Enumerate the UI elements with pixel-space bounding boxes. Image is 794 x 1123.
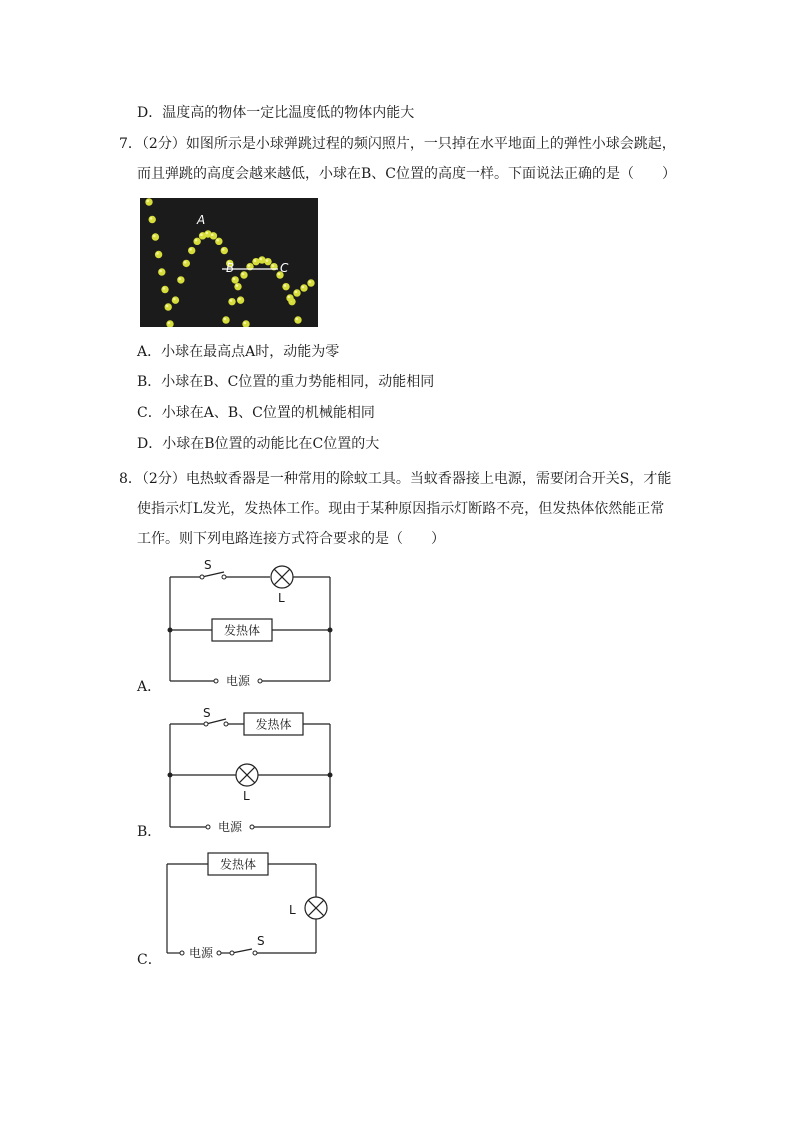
ball-highlight-29: [266, 259, 269, 262]
circuit-b-diagram: [160, 705, 340, 835]
ball-34: [294, 316, 301, 323]
ball-19: [231, 276, 238, 283]
ball-36: [293, 289, 300, 296]
ball-4: [158, 268, 165, 275]
ball-highlight-26: [248, 264, 251, 267]
ball-8: [172, 296, 179, 303]
ball-highlight-37: [302, 286, 305, 289]
ball-highlight-9: [178, 278, 181, 281]
label-c: C: [280, 261, 289, 275]
q7-stem-line2: 而且弹跳的高度会越来越低，小球在B、C位置的高度一样。下面说法正确的是（ ）: [137, 166, 676, 182]
ball-16: [215, 238, 222, 245]
ball-highlight-1: [150, 217, 153, 220]
ball-17: [221, 247, 228, 254]
switch-label: S: [257, 934, 265, 948]
ball-highlight-20: [238, 298, 241, 301]
ball-highlight-35: [288, 296, 291, 299]
ball-22: [222, 316, 229, 323]
circuit-a-diagram: [160, 560, 340, 690]
ball-25: [240, 271, 247, 278]
lamp-label: L: [289, 903, 296, 917]
ball-12: [193, 238, 200, 245]
ball-highlight-32: [284, 284, 287, 287]
source-label: 电源: [217, 820, 243, 834]
ball-38: [307, 279, 314, 286]
switch-label: S: [204, 560, 212, 572]
ball-highlight-13: [200, 233, 203, 236]
switch-blade: [202, 572, 224, 577]
ball-highlight-5: [163, 287, 166, 290]
ball-highlight-28: [260, 258, 263, 261]
ball-highlight-27: [254, 259, 257, 262]
label-a: A: [197, 213, 206, 227]
circuit-c-diagram: [160, 848, 335, 968]
label-b: B: [226, 261, 235, 275]
ball-highlight-21: [244, 322, 247, 325]
ball-highlight-2: [153, 235, 156, 238]
ball-highlight-4: [159, 270, 162, 273]
ball-highlight-12: [195, 239, 198, 242]
lamp-label: L: [243, 789, 250, 803]
ball-highlight-6: [166, 305, 169, 308]
ball-10: [183, 260, 190, 267]
ball-highlight-24: [236, 284, 239, 287]
q7-option-b: B．小球在B、C位置的重力势能相同，动能相同: [137, 374, 435, 390]
ball-29: [264, 258, 271, 265]
ball-highlight-8: [173, 298, 176, 301]
source-label: 电源: [188, 946, 214, 960]
ball-highlight-25: [242, 273, 245, 276]
ball-37: [300, 284, 307, 291]
ball-20: [237, 296, 244, 303]
ball-24: [234, 283, 241, 290]
heater-label: 发热体: [219, 857, 257, 872]
ball-highlight-10: [184, 261, 187, 264]
ball-highlight-14: [206, 232, 209, 235]
ball-23: [228, 298, 235, 305]
ball-highlight-34: [296, 318, 299, 321]
q7-strobe-photo: [140, 198, 318, 327]
ball-9: [177, 276, 184, 283]
heater-label: 发热体: [223, 623, 261, 638]
lamp-label: L: [278, 591, 285, 605]
source-label: 电源: [225, 674, 251, 688]
heater-label: 发热体: [255, 717, 292, 732]
ball-highlight-3: [156, 252, 159, 255]
ball-highlight-7: [168, 322, 171, 325]
ball-highlight-38: [309, 281, 312, 284]
switch-blade: [232, 949, 252, 953]
ball-2: [152, 233, 159, 240]
switch-label: S: [203, 706, 211, 720]
ball-32: [282, 283, 289, 290]
ball-0: [145, 198, 152, 205]
q8-stem-line1: 8．（2分）电热蚊香器是一种常用的除蚊工具。当蚊香器接上电源，需要闭合开关S，才能: [119, 471, 672, 487]
ball-highlight-19: [233, 278, 236, 281]
q7-option-c: C．小球在A、B、C位置的机械能相同: [137, 405, 375, 421]
ball-11: [188, 247, 195, 254]
ball-highlight-15: [211, 233, 214, 236]
ball-highlight-30: [272, 264, 275, 267]
q7-option-d: D．小球在B位置的动能比在C位置的大: [137, 436, 380, 452]
ball-15: [210, 232, 217, 239]
ball-6: [165, 303, 172, 310]
q7-stem-line1: 7．（2分）如图所示是小球弹跳过程的频闪照片，一只掉在水平地面上的弹性小球会跳起，: [119, 136, 676, 152]
ball-highlight-11: [189, 248, 192, 251]
q8-stem-line3: 工作。则下列电路连接方式符合要求的是（ ）: [137, 531, 445, 547]
q8-option-c: C．: [137, 952, 162, 968]
ball-3: [155, 251, 162, 258]
q7-option-a: A．小球在最高点A时，动能为零: [137, 344, 340, 360]
ball-highlight-36: [295, 291, 298, 294]
ball-35: [286, 294, 293, 301]
ball-5: [161, 286, 168, 293]
ball-1: [149, 216, 156, 223]
ball-highlight-22: [224, 318, 227, 321]
ball-highlight-16: [216, 239, 219, 242]
ball-highlight-23: [230, 299, 233, 302]
q8-option-a: A．: [137, 679, 162, 695]
q8-option-b: B．: [137, 824, 162, 840]
q8-stem-line2: 使指示灯L发光，发热体工作。现由于某种原因指示灯断路不亮，但发热体依然能正常: [137, 501, 665, 517]
ball-highlight-0: [147, 200, 150, 203]
q6-option-d: D．温度高的物体一定比温度低的物体内能大: [137, 105, 415, 121]
ball-highlight-17: [222, 248, 225, 251]
